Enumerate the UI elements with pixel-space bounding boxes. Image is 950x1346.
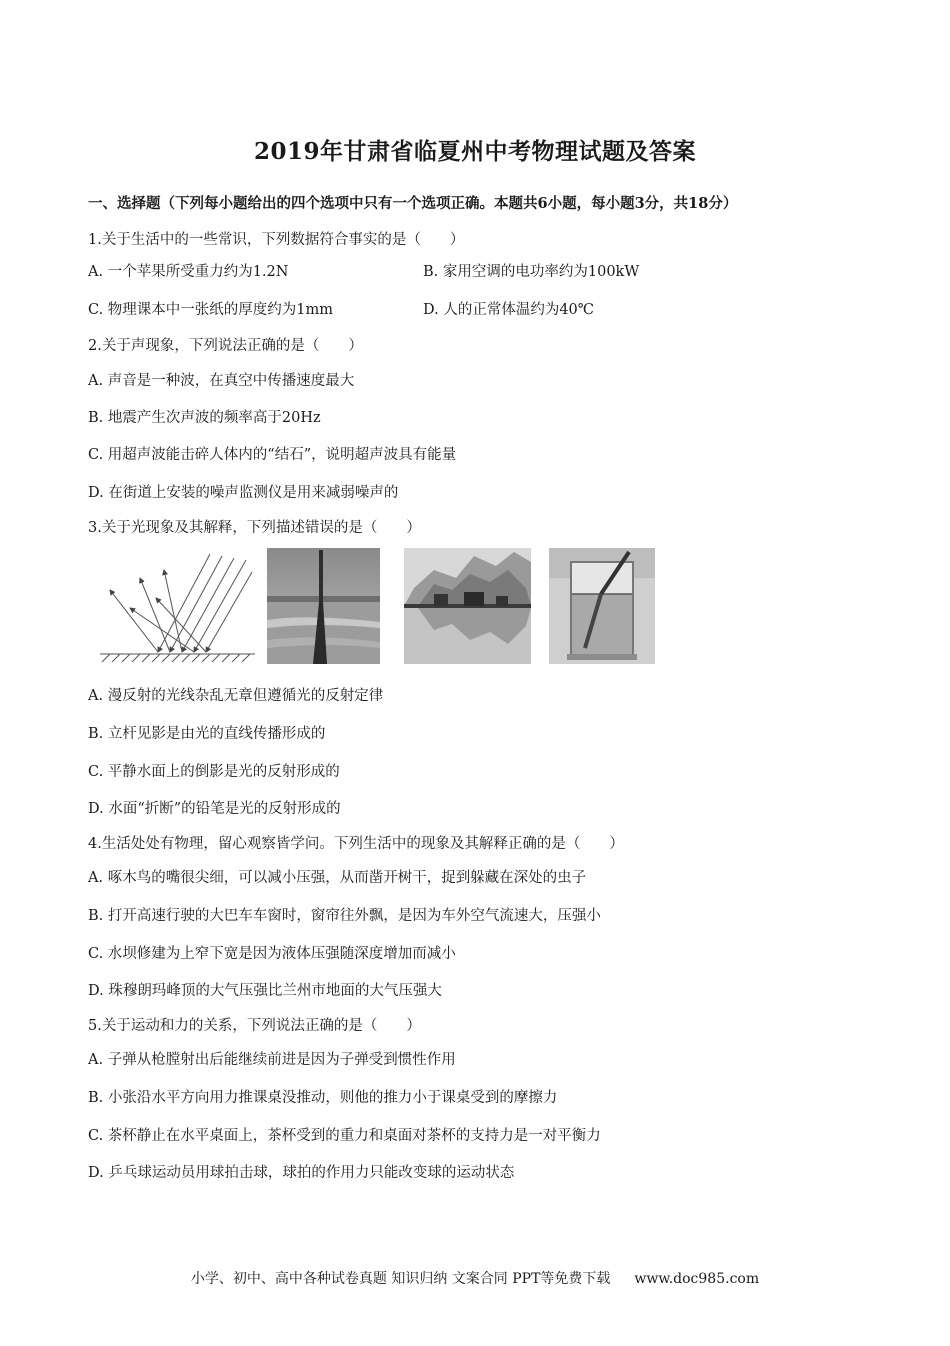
question-2-option-b: B. 地震产生次声波的频率高于20Hz bbox=[88, 410, 321, 426]
page-title: 2019年甘肃省临夏州中考物理试题及答案 bbox=[253, 138, 696, 165]
question-2-option-d: D. 在街道上安装的噪声监测仪是用来减弱噪声的 bbox=[88, 485, 399, 501]
question-3-option-b: B. 立杆见影是由光的直线传播形成的 bbox=[88, 726, 326, 742]
question-4-option-c: C. 水坝修建为上窄下宽是因为液体压强随深度增加而减小 bbox=[88, 946, 456, 962]
question-3-option-a: A. 漫反射的光线杂乱无章但遵循光的反射定律 bbox=[88, 688, 384, 704]
question-5-option-c: C. 茶杯静止在水平桌面上，茶杯受到的重力和桌面对茶杯的支持力是一对平衡力 bbox=[88, 1128, 601, 1144]
question-2-option-a: A. 声音是一种波，在真空中传播速度最大 bbox=[88, 373, 355, 389]
question-3-option-c: C. 平静水面上的倒影是光的反射形成的 bbox=[88, 764, 340, 780]
pencil-in-glass-figure bbox=[549, 548, 655, 664]
question-2-stem: 2.关于声现象，下列说法正确的是（ ） bbox=[88, 338, 363, 354]
question-3-option-d: D. 水面“折断”的铅笔是光的反射形成的 bbox=[88, 801, 341, 817]
question-5-option-b: B. 小张沿水平方向用力推课桌没推动，则他的推力小于课桌受到的摩擦力 bbox=[88, 1090, 558, 1106]
water-reflection-figure bbox=[404, 548, 531, 664]
question-4-option-b: B. 打开高速行驶的大巴车车窗时，窗帘往外飘，是因为车外空气流速大，压强小 bbox=[88, 908, 601, 924]
question-4-stem: 4.生活处处有物理，留心观察皆学问。下列生活中的现象及其解释正确的是（ ） bbox=[88, 836, 624, 852]
diffuse-reflection-figure bbox=[100, 548, 255, 664]
question-4-option-d: D. 珠穆朗玛峰顶的大气压强比兰州市地面的大气压强大 bbox=[88, 983, 442, 999]
question-2-option-c: C. 用超声波能击碎人体内的“结石”，说明超声波具有能量 bbox=[88, 447, 457, 463]
page-footer bbox=[0, 1268, 950, 1288]
question-5-stem: 5.关于运动和力的关系，下列说法正确的是（ ） bbox=[88, 1018, 421, 1034]
section-heading: 一、选择题（下列每小题给出的四个选项中只有一个选项正确。本题共6小题，每小题3分，共18分） bbox=[88, 195, 738, 212]
question-1-option-a: A. 一个苹果所受重力约为1.2N bbox=[88, 264, 289, 280]
question-1-stem: 1.关于生活中的一些常识，下列数据符合事实的是（ ） bbox=[88, 232, 465, 248]
footer-url[interactable]: www.doc985.com bbox=[634, 1271, 760, 1287]
question-4-option-a: A. 啄木鸟的嘴很尖细，可以减小压强，从而凿开树干，捉到躲藏在深处的虫子 bbox=[88, 870, 587, 886]
question-3-stem: 3.关于光现象及其解释，下列描述错误的是（ ） bbox=[88, 520, 421, 536]
question-5-option-a: A. 子弹从枪膛射出后能继续前进是因为子弹受到惯性作用 bbox=[88, 1052, 456, 1068]
question-1-option-c: C. 物理课本中一张纸的厚度约为1mm bbox=[88, 302, 334, 318]
question-5-option-d: D. 乒乓球运动员用球拍击球，球拍的作用力只能改变球的运动状态 bbox=[88, 1165, 515, 1181]
pole-shadow-figure bbox=[267, 548, 380, 664]
question-1-option-d: D. 人的正常体温约为40℃ bbox=[423, 302, 594, 318]
question-1-option-b: B. 家用空调的电功率约为100kW bbox=[423, 264, 640, 280]
footer-text: 小学、初中、高中各种试卷真题 知识归纳 文案合同 PPT等免费下载 bbox=[190, 1271, 611, 1287]
